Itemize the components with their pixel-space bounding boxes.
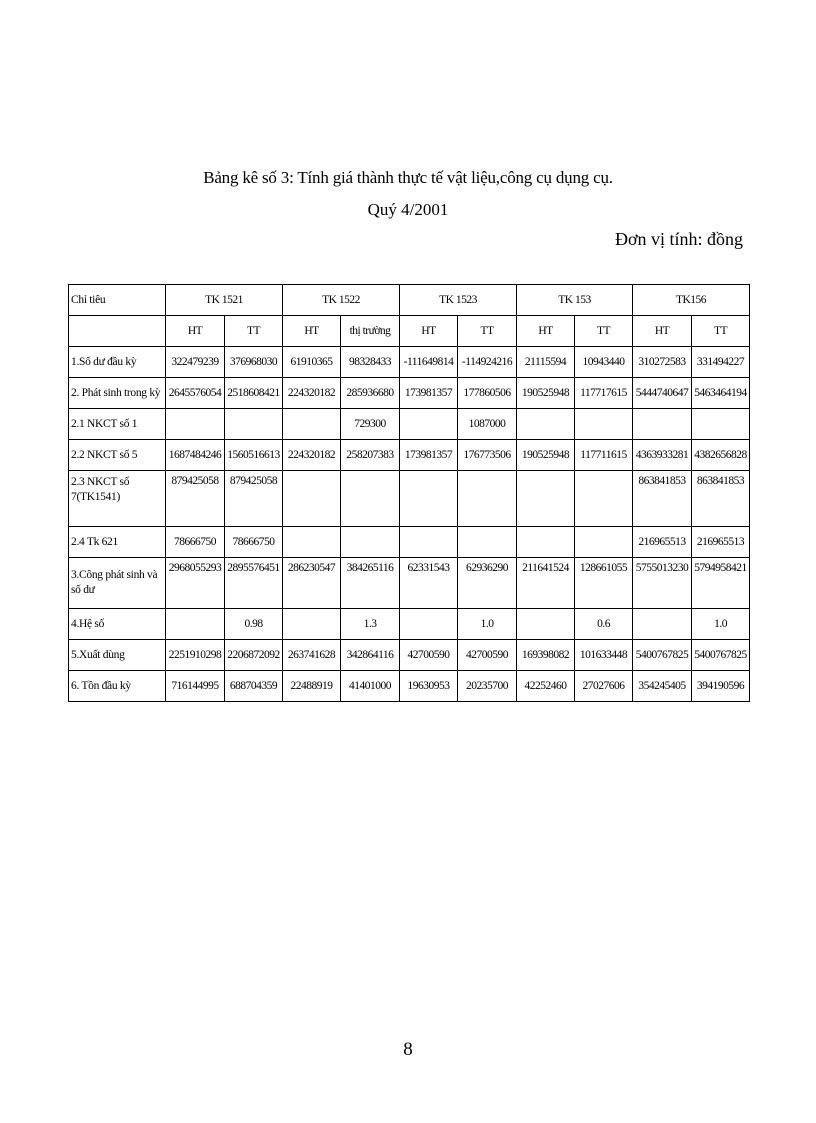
value-cell: 286230547 (283, 558, 341, 609)
value-cell: 19630953 (400, 671, 458, 702)
value-cell: 331494227 (692, 347, 750, 378)
value-cell (400, 527, 458, 558)
value-cell (400, 609, 458, 640)
value-cell: 42700590 (458, 640, 517, 671)
table-row (69, 527, 750, 558)
value-cell: 61910365 (283, 347, 341, 378)
header-group-row (69, 285, 750, 316)
value-cell: 21115594 (517, 347, 575, 378)
value-cell: 190525948 (517, 440, 575, 471)
value-cell: 5794958421 (692, 558, 750, 609)
value-cell: 5400767825 (633, 640, 692, 671)
value-cell: 128661055 (575, 558, 633, 609)
value-cell: 394190596 (692, 671, 750, 702)
value-cell (692, 409, 750, 440)
value-cell: 62936290 (458, 558, 517, 609)
value-cell: 173981357 (400, 440, 458, 471)
value-cell: 27027606 (575, 671, 633, 702)
value-cell: 258207383 (341, 440, 400, 471)
group-header: TK 1521 (166, 285, 283, 316)
value-cell: 863841853 (633, 471, 692, 527)
value-cell: 176773506 (458, 440, 517, 471)
value-cell: 310272583 (633, 347, 692, 378)
value-cell: 20235700 (458, 671, 517, 702)
value-cell (633, 409, 692, 440)
value-cell (166, 409, 225, 440)
value-cell: 42252460 (517, 671, 575, 702)
page-number: 8 (403, 1039, 413, 1060)
subcol-header: HT (633, 316, 692, 347)
value-cell: 5400767825 (692, 640, 750, 671)
row-label: 2. Phát sinh trong kỳ (69, 378, 166, 409)
value-cell: 2895576451 (225, 558, 283, 609)
value-cell (225, 409, 283, 440)
value-cell: 0.6 (575, 609, 633, 640)
row-label: 2.1 NKCT số 1 (69, 409, 166, 440)
value-cell: 4363933281 (633, 440, 692, 471)
value-cell: 211641524 (517, 558, 575, 609)
value-cell: 2251910298 (166, 640, 225, 671)
subcol-header: TT (458, 316, 517, 347)
value-cell (575, 471, 633, 527)
value-cell: 224320182 (283, 378, 341, 409)
row-label: 6. Tồn đầu kỳ (69, 671, 166, 702)
value-cell (517, 471, 575, 527)
table-row (69, 558, 750, 609)
value-cell: 322479239 (166, 347, 225, 378)
group-header: TK 1522 (283, 285, 400, 316)
value-cell: 342864116 (341, 640, 400, 671)
value-cell: 117717615 (575, 378, 633, 409)
row-label: 5.Xuất dùng (69, 640, 166, 671)
header-sub-row (69, 316, 750, 347)
value-cell (341, 527, 400, 558)
value-cell: 117711615 (575, 440, 633, 471)
cost-table (68, 284, 750, 702)
value-cell: 5755013230 (633, 558, 692, 609)
value-cell: 384265116 (341, 558, 400, 609)
value-cell: -114924216 (458, 347, 517, 378)
value-cell: 263741628 (283, 640, 341, 671)
value-cell: 2645576054 (166, 378, 225, 409)
value-cell: 1087000 (458, 409, 517, 440)
table-row (69, 471, 750, 527)
table-row (69, 440, 750, 471)
value-cell: 190525948 (517, 378, 575, 409)
subcol-header: HT (400, 316, 458, 347)
value-cell: 169398082 (517, 640, 575, 671)
value-cell (575, 527, 633, 558)
value-cell: 2206872092 (225, 640, 283, 671)
value-cell: 177860506 (458, 378, 517, 409)
table-row (69, 409, 750, 440)
empty-cell (69, 316, 166, 347)
value-cell (458, 527, 517, 558)
table-title: Bảng kê số 3: Tính giá thành thực tế vật liệu,công cụ dụng cụ. (203, 168, 613, 187)
value-cell (166, 609, 225, 640)
value-cell: 224320182 (283, 440, 341, 471)
value-cell: 101633448 (575, 640, 633, 671)
subcol-header: HT (517, 316, 575, 347)
value-cell: 22488919 (283, 671, 341, 702)
group-header: TK 153 (517, 285, 633, 316)
corner-header: Chỉ tiêu (69, 285, 166, 316)
value-cell (400, 409, 458, 440)
table-row (69, 640, 750, 671)
value-cell: 1560516613 (225, 440, 283, 471)
value-cell: 285936680 (341, 378, 400, 409)
value-cell (517, 609, 575, 640)
row-label: 2.4 Tk 621 (69, 527, 166, 558)
unit-note: Đơn vị tính: đồng (614, 229, 743, 249)
subcol-header: thị trường (341, 316, 400, 347)
value-cell: 1.0 (692, 609, 750, 640)
subcol-header: TT (225, 316, 283, 347)
value-cell (283, 609, 341, 640)
table-row (69, 347, 750, 378)
value-cell (283, 527, 341, 558)
subcol-header: HT (166, 316, 225, 347)
value-cell (283, 471, 341, 527)
value-cell: 716144995 (166, 671, 225, 702)
value-cell: 98328433 (341, 347, 400, 378)
value-cell: 688704359 (225, 671, 283, 702)
row-label: 4.Hệ số (69, 609, 166, 640)
row-label: 1.Số dư đầu kỳ (69, 347, 166, 378)
value-cell: 729300 (341, 409, 400, 440)
value-cell: 1.3 (341, 609, 400, 640)
table-row (69, 671, 750, 702)
value-cell: 41401000 (341, 671, 400, 702)
value-cell: 879425058 (166, 471, 225, 527)
row-label: 3.Công phát sinh và số dư (69, 558, 166, 609)
group-header: TK 1523 (400, 285, 517, 316)
value-cell: 0.98 (225, 609, 283, 640)
value-cell (517, 409, 575, 440)
value-cell (458, 471, 517, 527)
value-cell: 5444740647 (633, 378, 692, 409)
subcol-header: TT (692, 316, 750, 347)
value-cell: 62331543 (400, 558, 458, 609)
value-cell: 78666750 (166, 527, 225, 558)
value-cell: 5463464194 (692, 378, 750, 409)
subcol-header: TT (575, 316, 633, 347)
value-cell (283, 409, 341, 440)
row-label: 2.2 NKCT số 5 (69, 440, 166, 471)
value-cell: 78666750 (225, 527, 283, 558)
value-cell: 216965513 (692, 527, 750, 558)
value-cell: 1687484246 (166, 440, 225, 471)
row-label: 2.3 NKCT số 7(TK1541) (69, 471, 166, 527)
value-cell: 10943440 (575, 347, 633, 378)
value-cell: 173981357 (400, 378, 458, 409)
value-cell: 354245405 (633, 671, 692, 702)
value-cell (633, 609, 692, 640)
value-cell: 879425058 (225, 471, 283, 527)
value-cell: 376968030 (225, 347, 283, 378)
value-cell: 2968055293 (166, 558, 225, 609)
value-cell: 216965513 (633, 527, 692, 558)
subcol-header: HT (283, 316, 341, 347)
table-row (69, 378, 750, 409)
value-cell: 42700590 (400, 640, 458, 671)
value-cell (575, 409, 633, 440)
value-cell (341, 471, 400, 527)
value-cell: 4382656828 (692, 440, 750, 471)
value-cell: 1.0 (458, 609, 517, 640)
value-cell: -111649814 (400, 347, 458, 378)
value-cell: 863841853 (692, 471, 750, 527)
value-cell: 2518608421 (225, 378, 283, 409)
value-cell (400, 471, 458, 527)
table-subtitle: Quý 4/2001 (367, 200, 449, 219)
table-row (69, 609, 750, 640)
value-cell (517, 527, 575, 558)
group-header: TK156 (633, 285, 750, 316)
